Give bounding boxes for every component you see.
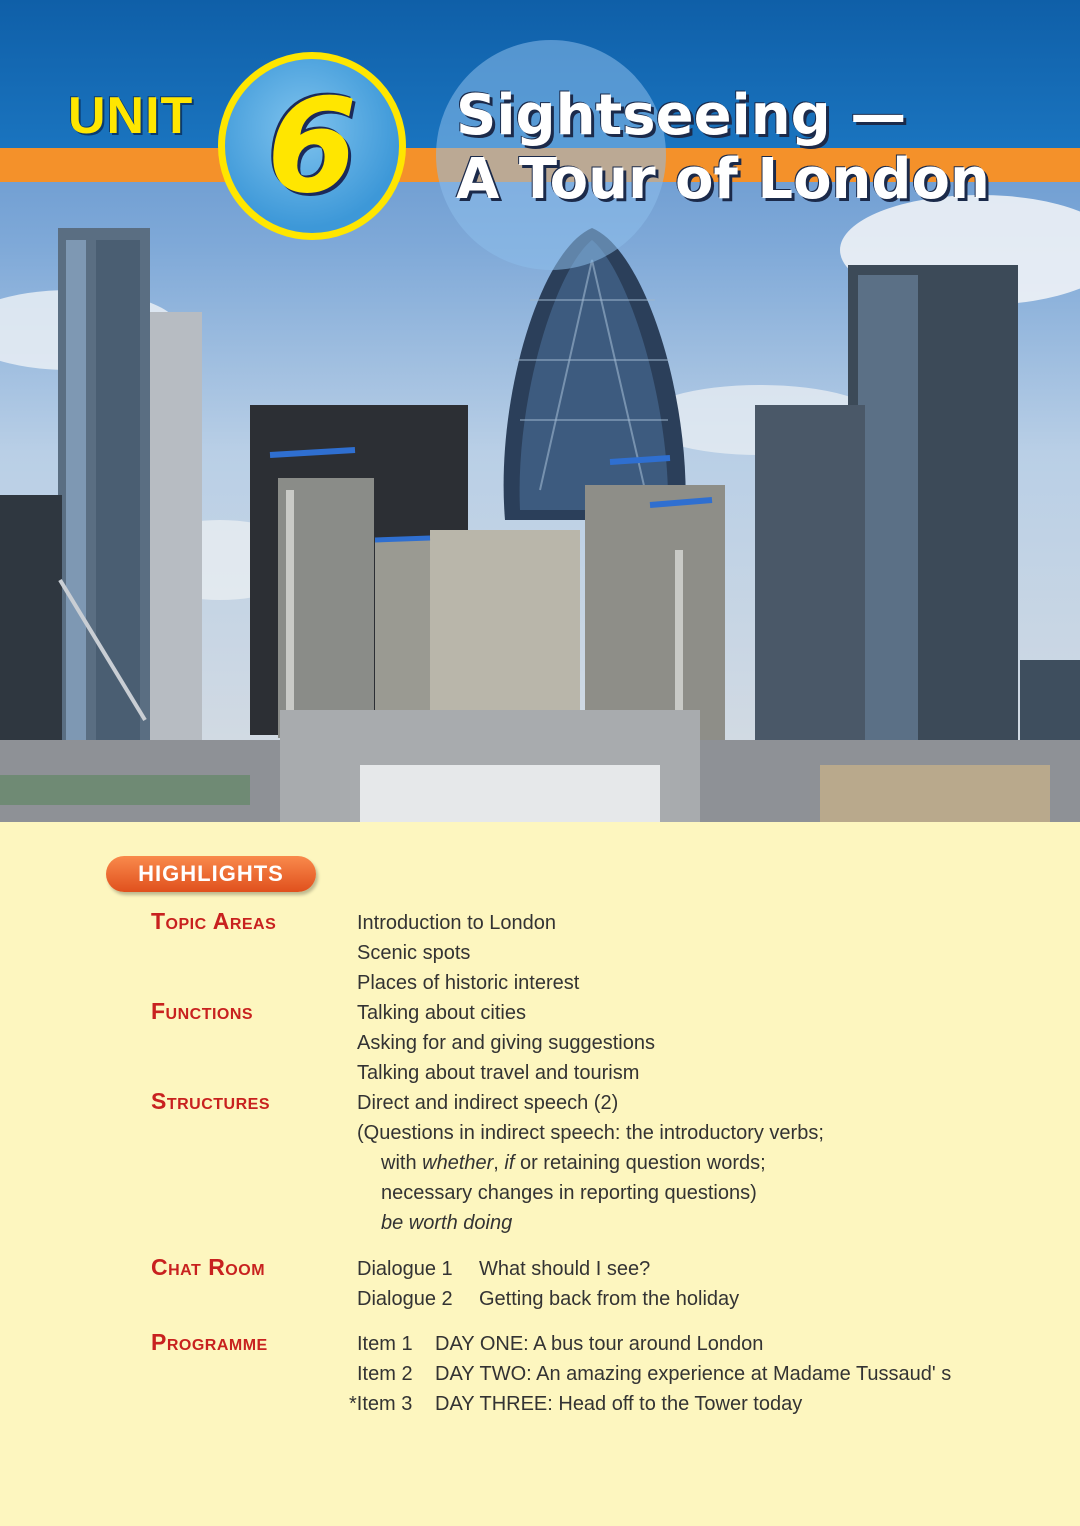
unit-number: 6 [266, 70, 358, 222]
list-item: Asking for and giving suggestions [357, 1032, 655, 1054]
list-item: Scenic spots [357, 942, 471, 964]
programme-label: Programme [151, 1329, 268, 1355]
topic-areas-list [357, 908, 579, 998]
chat-room-list [357, 1254, 739, 1314]
unit-title [456, 84, 990, 212]
list-item: Places of historic interest [357, 972, 580, 994]
list-item: be worth doing [381, 1212, 513, 1234]
italic-whether: whether [422, 1152, 494, 1174]
functions-list [357, 998, 655, 1088]
list-item: (Questions in indirect speech: the introductory verbs; [357, 1122, 824, 1144]
structures-label: Structures [151, 1088, 271, 1114]
text-span: , [493, 1152, 505, 1174]
list-item [357, 1148, 824, 1178]
item-number: Dialogue 2 [357, 1288, 453, 1310]
list-item: Direct and indirect speech (2) [357, 1092, 619, 1114]
item-number: Item 1 [357, 1333, 413, 1355]
italic-if: if [504, 1152, 515, 1174]
item-text: DAY ONE: A bus tour around London [435, 1333, 764, 1355]
list-item [357, 1254, 739, 1284]
functions-label: Functions [151, 998, 254, 1024]
item-number: Dialogue 1 [357, 1258, 453, 1280]
item-text: DAY THREE: Head off to the Tower today [435, 1393, 803, 1415]
list-item [357, 1329, 951, 1359]
programme-list [349, 1329, 952, 1419]
unit-title-line1: Sightseeing — [456, 83, 907, 148]
item-text: DAY TWO: An amazing experience at Madame Tussaud' s [435, 1363, 952, 1385]
structures-list [357, 1088, 824, 1238]
list-item [357, 1284, 739, 1314]
list-item: necessary changes in reporting questions) [381, 1182, 757, 1204]
text-span: with [381, 1152, 423, 1174]
item-text: What should I see? [479, 1258, 651, 1280]
list-item: Talking about travel and tourism [357, 1062, 640, 1084]
topic-areas-label: Topic Areas [151, 908, 277, 934]
item-text: Getting back from the holiday [479, 1288, 740, 1310]
list-item: Introduction to London [357, 912, 557, 934]
text-span: or retaining question words; [514, 1152, 766, 1174]
unit-title-line2: A Tour of London [456, 147, 990, 212]
list-item: Talking about cities [357, 1002, 526, 1024]
chat-room-label: Chat Room [151, 1254, 266, 1280]
item-number: Item 2 [357, 1363, 413, 1385]
unit-label: UNIT [68, 87, 194, 145]
item-number: *Item 3 [349, 1393, 413, 1415]
highlights-badge: HIGHLIGHTS [106, 856, 316, 892]
list-item [349, 1389, 951, 1419]
list-item [357, 1359, 951, 1389]
